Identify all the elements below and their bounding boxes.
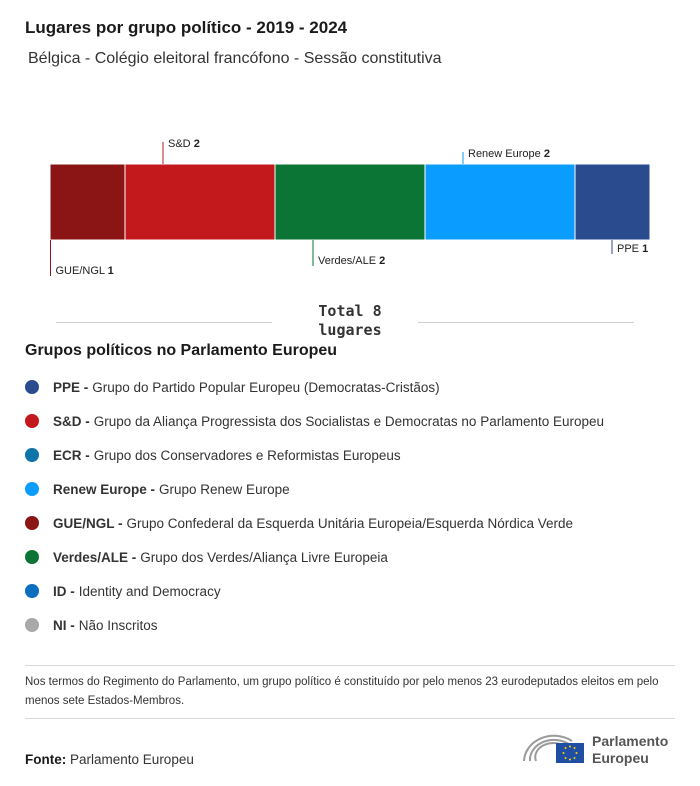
legend-desc: Não Inscritos [78,617,158,633]
legend-dot-icon [25,584,39,598]
bar-segment-verdes-ale [275,164,425,240]
legend-item [25,540,604,574]
legend-dot-icon [25,414,39,428]
legend-desc: Grupo da Aliança Progressista dos Socialistas e Democratas no Parlamento Europeu [93,413,605,429]
legend-abbr: Renew Europe - [53,481,156,497]
data-label: Renew Europe 2 [468,148,550,160]
bar-segment-s-d [125,164,275,240]
legend-desc: Grupo dos Conservadores e Reformistas Europeus [93,447,401,463]
total-seats-line2: lugares [318,321,382,339]
legend-dot-icon [25,448,39,462]
legend-desc: Grupo Confederal da Esquerda Unitária Europeia/Esquerda Nórdica Verde [126,515,574,531]
legend-abbr: GUE/NGL - [53,515,123,531]
source-label: Fonte: [25,752,67,767]
logo-line1: Parlamento [592,733,669,749]
legend-dot-icon [25,380,39,394]
legend-item [25,404,604,438]
chart-title: Lugares por grupo político - 2019 - 2024 [25,18,348,37]
data-label: S&D 2 [168,138,200,150]
legend-dot-icon [25,618,39,632]
legend-item [25,506,604,540]
logo-wordmark [592,733,668,767]
chart-subtitle: Bélgica - Colégio eleitoral francófono - Sessão constitutiva [28,50,442,67]
legend-item [25,438,604,472]
legend-desc: Identity and Democracy [78,583,221,599]
legend-item [25,370,604,404]
legend-abbr: ECR - [53,447,90,463]
data-label: PPE 1 [617,243,649,255]
legend-desc: Grupo do Partido Popular Europeu (Democratas-Cristãos) [92,379,440,395]
legend-abbr: Verdes/ALE - [53,549,137,565]
source-line [25,752,194,767]
bar-segment-gue-ngl [50,164,125,240]
legend-dot-icon [25,516,39,530]
legend-dot-icon [25,482,39,496]
total-seats-label [300,302,400,340]
stacked-bar-chart [0,130,700,290]
legend-abbr: PPE - [53,379,89,395]
source-value: Parlamento Europeu [70,752,194,767]
hemicycle-icon [520,727,586,767]
legend-item [25,608,604,642]
legend-item [25,574,604,608]
european-parliament-logo [520,727,680,767]
note-divider-bottom [25,718,675,719]
data-label: Verdes/ALE 2 [318,255,386,267]
legend-title: Grupos políticos no Parlamento Europeu [25,342,338,359]
footnote: Nos termos do Regimento do Parlamento, um grupo político é constituído por pelo menos 23 eurodeputados eleitos em pelo menos sete Estados-Membros. [25,676,659,707]
note-divider-top [25,665,675,666]
legend-list [25,370,604,642]
bar-segment-renew-europe [425,164,575,240]
legend-desc: Grupo dos Verdes/Aliança Livre Europeia [140,549,388,565]
legend-abbr: ID - [53,583,75,599]
legend-desc: Grupo Renew Europe [159,481,290,497]
legend-abbr: S&D - [53,413,90,429]
bar-segment-ppe [575,164,650,240]
legend-item [25,472,604,506]
legend-dot-icon [25,550,39,564]
data-label: GUE/NGL 1 [55,265,114,277]
legend-abbr: NI - [53,617,75,633]
logo-line2: Europeu [592,750,649,766]
total-divider-right [418,322,634,323]
total-divider-left [56,322,272,323]
total-seats-line1: Total 8 [318,302,382,320]
